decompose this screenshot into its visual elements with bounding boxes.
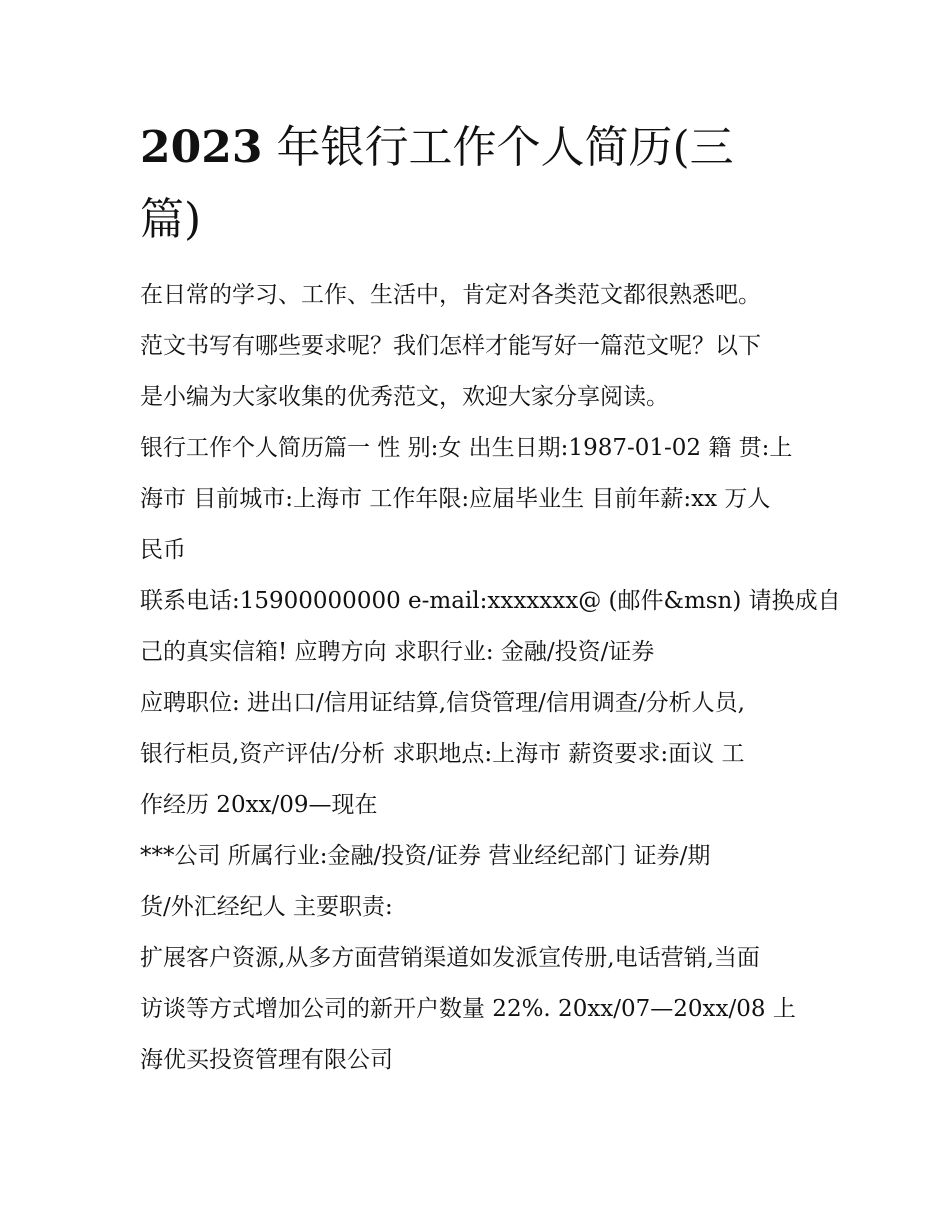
title-line-1	[140, 112, 820, 184]
body-line: 银行工作个人简历篇一 性 别:女 出生日期:1987-01-02 籍 贯:上	[140, 435, 793, 461]
body-line: 是小编为大家收集的优秀范文，欢迎大家分享阅读。	[140, 384, 669, 410]
body-line: ***公司 所属行业:金融/投资/证券 营业经纪部门 证券/期	[140, 843, 711, 869]
body-line: 银行柜员,资产评估/分析 求职地点:上海市 薪资要求:面议 工	[140, 741, 745, 767]
body-line: 货/外汇经纪人 主要职责:	[140, 894, 393, 920]
body-line: 联系电话:15900000000 e-mail:xxxxxxx@ (邮件&msn) 请换成自	[140, 588, 841, 614]
body-line: 作经历 20xx/09—现在	[140, 792, 378, 818]
title-text: 年银行工作个人简历(三	[262, 122, 734, 173]
body-line: 己的真实信箱! 应聘方向 求职行业: 金融/投资/证券	[140, 639, 655, 665]
document-body	[140, 270, 841, 1086]
body-line: 海市 目前城市:上海市 工作年限:应届毕业生 目前年薪:xx 万人	[140, 486, 771, 512]
body-line: 在日常的学习、工作、生活中，肯定对各类范文都很熟悉吧。	[140, 282, 761, 308]
body-line: 扩展客户资源,从多方面营销渠道如发派宣传册,电话营销,当面	[140, 945, 760, 971]
body-line: 应聘职位: 进出口/信用证结算,信贷管理/信用调查/分析人员,	[140, 690, 745, 716]
title-line-2: 篇)	[140, 194, 202, 245]
body-line: 范文书写有哪些要求呢？我们怎样才能写好一篇范文呢？以下	[140, 333, 761, 359]
document-content	[140, 112, 841, 1086]
body-line: 访谈等方式增加公司的新开户数量 22%. 20xx/07—20xx/08 上	[140, 996, 796, 1022]
body-line: 海优买投资管理有限公司	[140, 1047, 393, 1073]
body-line: 民币	[140, 537, 186, 563]
title-year: 2023	[140, 122, 263, 173]
document-title	[140, 112, 820, 256]
